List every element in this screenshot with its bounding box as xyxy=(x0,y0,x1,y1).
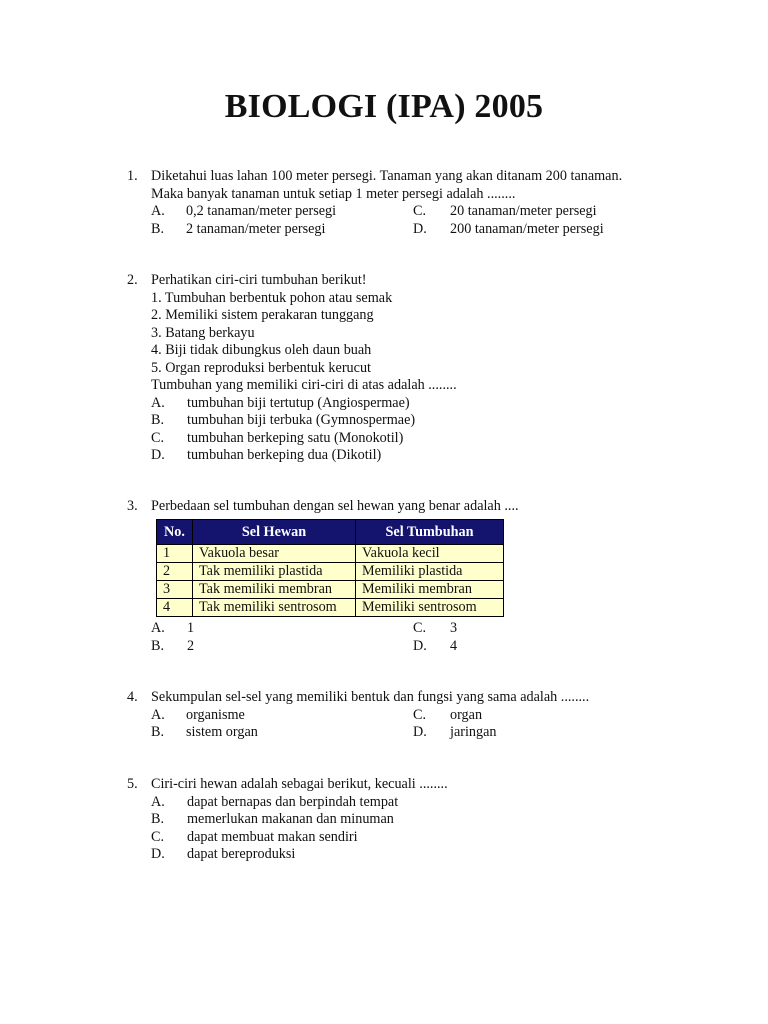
option-b-text: 2 xyxy=(187,637,195,654)
table-cell: 2 xyxy=(157,563,193,581)
option-a-letter: A. xyxy=(151,203,165,219)
table-cell: 4 xyxy=(157,599,193,617)
table-cell: Tak memiliki plastida xyxy=(193,563,356,581)
option-b-text: memerlukan makanan dan minuman xyxy=(187,811,394,827)
option-d-letter: D. xyxy=(413,220,427,237)
option-c-text: 20 tanaman/meter persegi xyxy=(450,203,597,219)
option-b-text: sistem organ xyxy=(186,724,258,740)
option-a-text: tumbuhan biji tertutup (Angiospermae) xyxy=(187,394,410,411)
list-item: 3. Batang berkayu xyxy=(151,324,255,341)
option-c-text: 3 xyxy=(450,620,458,636)
option-d-letter: D. xyxy=(413,724,427,740)
option-d-letter: D. xyxy=(413,637,427,654)
option-b-letter: B. xyxy=(151,637,165,654)
option-c-text: tumbuhan berkeping satu (Monokotil) xyxy=(187,429,404,446)
question-3-options xyxy=(0,620,768,655)
table-cell: 1 xyxy=(157,545,193,563)
question-number: 5. xyxy=(127,776,138,792)
option-d-letter: D. xyxy=(151,846,165,862)
option-a-text: 1 xyxy=(187,620,195,636)
option-a-letter: A. xyxy=(151,620,165,636)
option-a-letter: A. xyxy=(151,793,165,810)
option-c-text: organ xyxy=(450,706,483,723)
list-item: 2. Memiliki sistem perakaran tunggang xyxy=(151,307,374,323)
option-b-letter: B. xyxy=(151,724,165,740)
table-row xyxy=(157,545,504,563)
question-number: 2. xyxy=(127,272,138,288)
option-d-text: dapat bereproduksi xyxy=(187,846,296,862)
option-d-text: 4 xyxy=(450,637,458,654)
question-text: Sekumpulan sel-sel yang memiliki bentuk dan fungsi yang sama adalah ........ xyxy=(151,689,590,705)
option-b-letter: B. xyxy=(151,412,165,428)
option-a-text: 0,2 tanaman/meter persegi xyxy=(186,203,337,219)
table-cell: Memiliki membran xyxy=(356,581,504,599)
option-c-letter: C. xyxy=(151,429,165,446)
option-a-letter: A. xyxy=(151,706,165,723)
list-item: 5. Organ reproduksi berbentuk kerucut xyxy=(151,359,371,376)
table-cell: Vakuola besar xyxy=(193,545,356,563)
question-1 xyxy=(0,168,768,238)
page-title: BIOLOGI (IPA) 2005 xyxy=(224,88,544,125)
table-cell: Memiliki sentrosom xyxy=(356,599,504,617)
option-d-text: tumbuhan berkeping dua (Dikotil) xyxy=(187,447,382,463)
option-c-letter: C. xyxy=(151,828,165,845)
table-cell: Vakuola kecil xyxy=(356,545,504,563)
option-d-text: jaringan xyxy=(450,724,497,740)
question-5 xyxy=(0,776,768,864)
table-cell: 3 xyxy=(157,581,193,599)
question-text: Maka banyak tanaman untuk setiap 1 meter persegi adalah ........ xyxy=(151,185,516,202)
option-c-letter: C. xyxy=(413,620,427,636)
question-number: 4. xyxy=(127,689,138,705)
column-header-sel-tumbuhan: Sel Tumbuhan xyxy=(356,520,504,545)
option-a-letter: A. xyxy=(151,394,165,411)
option-d-letter: D. xyxy=(151,447,165,463)
question-3 xyxy=(0,498,768,516)
table-row xyxy=(157,563,504,581)
option-c-letter: C. xyxy=(413,706,427,723)
option-b-text: 2 tanaman/meter persegi xyxy=(186,220,326,237)
table-header-row xyxy=(157,520,504,545)
cell-comparison-table xyxy=(156,519,504,617)
table-cell: Tak memiliki sentrosom xyxy=(193,599,356,617)
option-b-letter: B. xyxy=(151,811,165,827)
list-item: 4. Biji tidak dibungkus oleh daun buah xyxy=(151,342,372,358)
table-row xyxy=(157,581,504,599)
question-4 xyxy=(0,689,768,742)
option-c-text: dapat membuat makan sendiri xyxy=(187,828,358,845)
table-cell: Memiliki plastida xyxy=(356,563,504,581)
option-a-text: dapat bernapas dan berpindah tempat xyxy=(187,793,399,810)
question-text: Perhatikan ciri-ciri tumbuhan berikut! xyxy=(151,272,367,288)
option-b-letter: B. xyxy=(151,220,165,237)
option-b-text: tumbuhan biji terbuka (Gymnospermae) xyxy=(187,412,416,428)
question-text: Tumbuhan yang memiliki ciri-ciri di atas adalah ........ xyxy=(151,377,457,393)
question-2 xyxy=(0,272,768,465)
option-c-letter: C. xyxy=(413,203,427,219)
table-row xyxy=(157,599,504,617)
option-d-text: 200 tanaman/meter persegi xyxy=(450,220,604,237)
column-header-no: No. xyxy=(157,520,193,545)
question-text: Perbedaan sel tumbuhan dengan sel hewan yang benar adalah .... xyxy=(151,498,519,514)
question-number: 1. xyxy=(127,168,138,184)
table-cell: Tak memiliki membran xyxy=(193,581,356,599)
question-text: Ciri-ciri hewan adalah sebagai berikut, kecuali ........ xyxy=(151,776,448,792)
column-header-sel-hewan: Sel Hewan xyxy=(193,520,356,545)
list-item: 1. Tumbuhan berbentuk pohon atau semak xyxy=(151,289,393,306)
question-number: 3. xyxy=(127,498,138,514)
option-a-text: organisme xyxy=(186,706,245,723)
question-text: Diketahui luas lahan 100 meter persegi. Tanaman yang akan ditanam 200 tanaman. xyxy=(151,168,623,184)
